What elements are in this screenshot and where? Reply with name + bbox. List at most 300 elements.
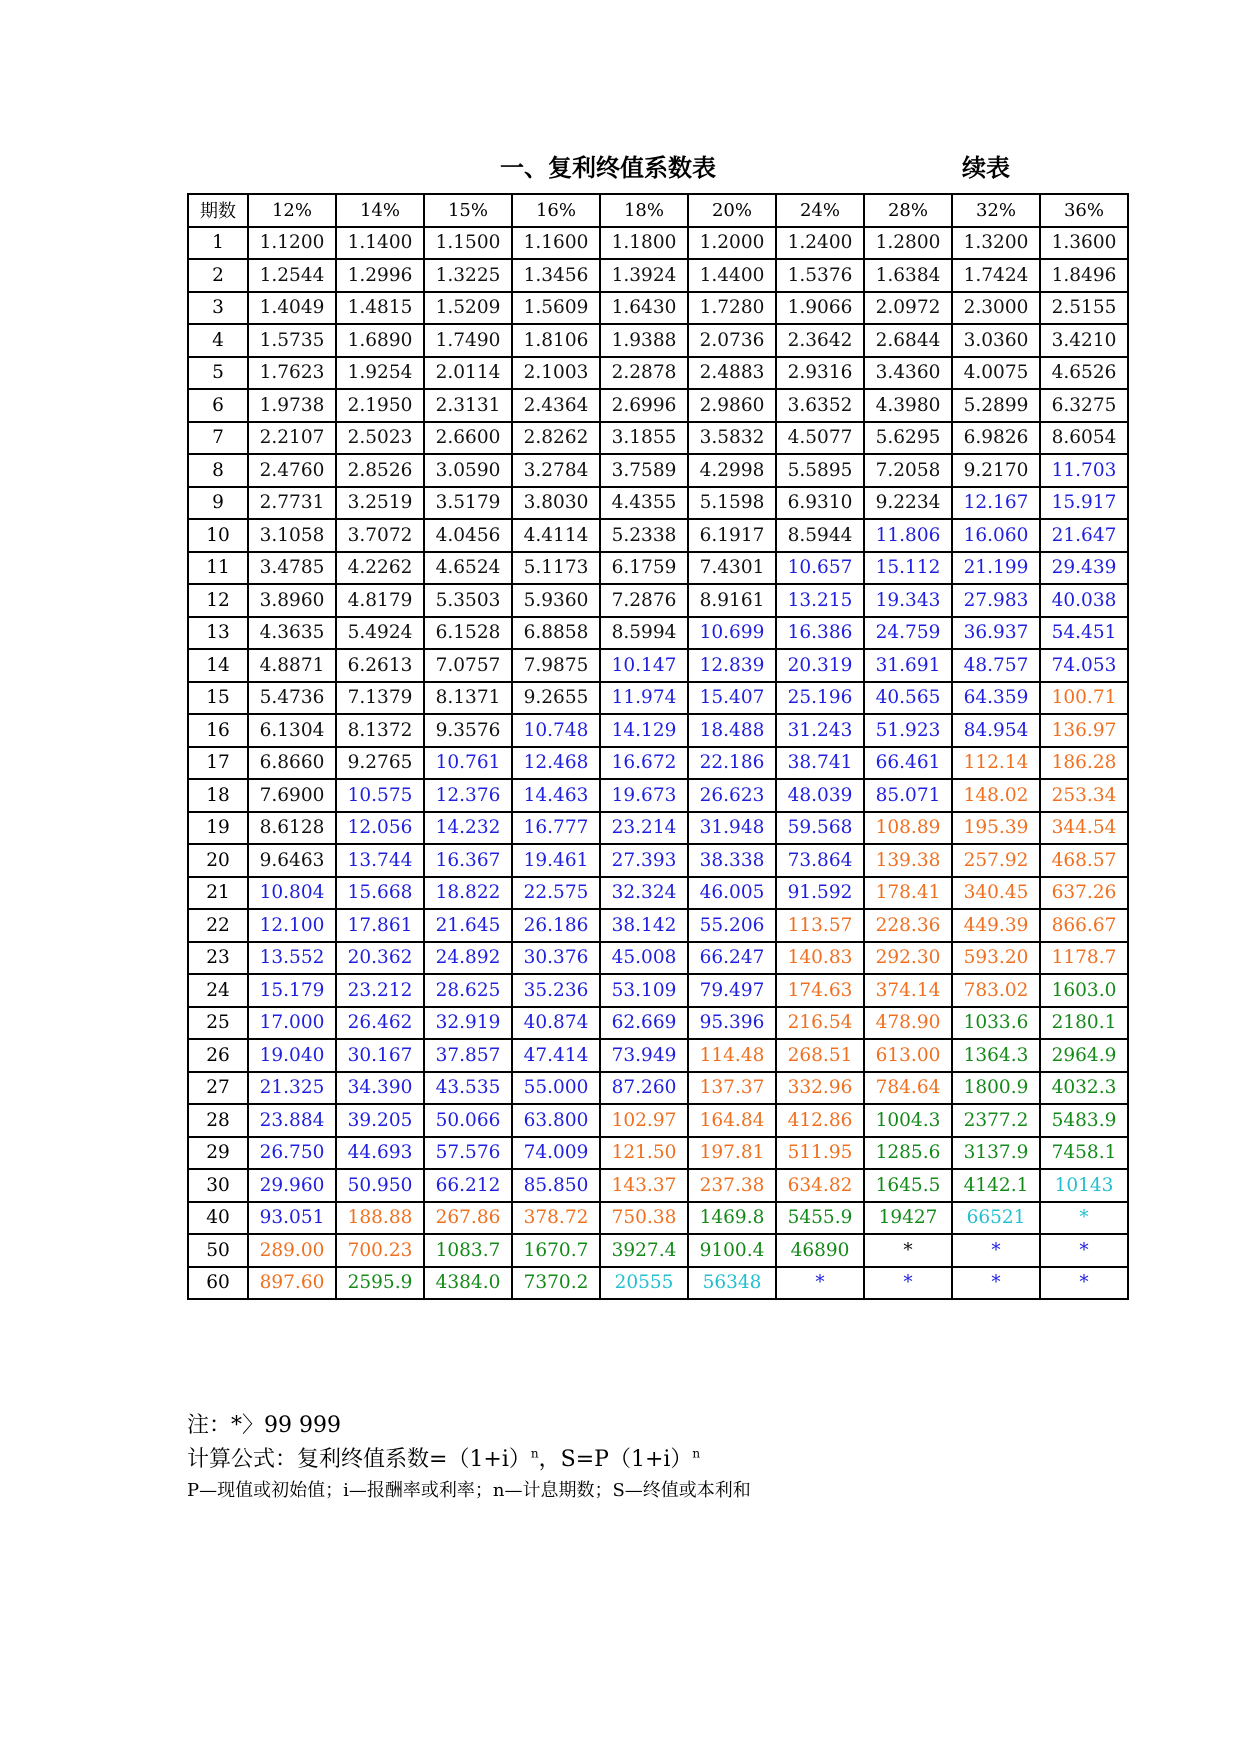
factor-cell: 30.376	[512, 942, 600, 975]
factor-cell: 3.4785	[248, 552, 336, 585]
factor-cell: 3.0360	[952, 324, 1040, 357]
factor-cell: 3.7072	[336, 519, 424, 552]
factor-cell: 8.5994	[600, 617, 688, 650]
factor-cell: *	[952, 1267, 1040, 1300]
factor-cell: 12.056	[336, 812, 424, 845]
factor-cell: 2595.9	[336, 1267, 424, 1300]
factor-cell: 9.2765	[336, 747, 424, 780]
note-legend: P—现值或初始值；i—报酬率或利率；n—计息期数；S—终值或本利和	[187, 1480, 751, 1501]
period-cell: 20	[188, 844, 248, 877]
factor-cell: 84.954	[952, 714, 1040, 747]
period-cell: 11	[188, 552, 248, 585]
factor-cell: 174.63	[776, 974, 864, 1007]
factor-cell: 750.38	[600, 1202, 688, 1235]
factor-cell: 8.1371	[424, 682, 512, 715]
factor-cell: 195.39	[952, 812, 1040, 845]
table-row	[188, 454, 1128, 487]
period-cell: 4	[188, 324, 248, 357]
factor-cell: 137.37	[688, 1072, 776, 1105]
factor-cell: 4.4114	[512, 519, 600, 552]
factor-cell: 1800.9	[952, 1072, 1040, 1105]
factor-cell: 28.625	[424, 974, 512, 1007]
factor-cell: 40.038	[1040, 584, 1128, 617]
factor-cell: 11.703	[1040, 454, 1128, 487]
rate-header: 24%	[776, 194, 864, 227]
table-row	[188, 1137, 1128, 1170]
factor-cell: *	[864, 1234, 952, 1267]
factor-cell: 478.90	[864, 1007, 952, 1040]
factor-cell: 2.3642	[776, 324, 864, 357]
factor-cell: 57.576	[424, 1137, 512, 1170]
rate-header: 36%	[1040, 194, 1128, 227]
factor-cell: 186.28	[1040, 747, 1128, 780]
continued-label: 续表	[962, 154, 1010, 182]
factor-cell: 3.1855	[600, 422, 688, 455]
factor-cell: 1.2000	[688, 227, 776, 260]
factor-cell: 866.67	[1040, 909, 1128, 942]
factor-cell: 31.243	[776, 714, 864, 747]
factor-cell: 12.100	[248, 909, 336, 942]
factor-cell: 4384.0	[424, 1267, 512, 1300]
factor-cell: 85.071	[864, 779, 952, 812]
table-row	[188, 1169, 1128, 1202]
factor-cell: 31.948	[688, 812, 776, 845]
factor-cell: 59.568	[776, 812, 864, 845]
factor-cell: 1004.3	[864, 1104, 952, 1137]
factor-cell: 164.84	[688, 1104, 776, 1137]
factor-cell: 4.6524	[424, 552, 512, 585]
factor-cell: 24.759	[864, 617, 952, 650]
factor-cell: 53.109	[600, 974, 688, 1007]
factor-cell: 267.86	[424, 1202, 512, 1235]
factor-cell: 374.14	[864, 974, 952, 1007]
factor-cell: 2377.2	[952, 1104, 1040, 1137]
rate-header: 28%	[864, 194, 952, 227]
factor-cell: 1.3924	[600, 259, 688, 292]
factor-cell: 9.2655	[512, 682, 600, 715]
factor-cell: 50.950	[336, 1169, 424, 1202]
factor-cell: 11.974	[600, 682, 688, 715]
factor-cell: 18.488	[688, 714, 776, 747]
factor-cell: 511.95	[776, 1137, 864, 1170]
factor-cell: 10143	[1040, 1169, 1128, 1202]
factor-cell: 14.463	[512, 779, 600, 812]
factor-cell: 2.5023	[336, 422, 424, 455]
factor-cell: 19.673	[600, 779, 688, 812]
factor-cell: 4.2262	[336, 552, 424, 585]
factor-cell: 23.884	[248, 1104, 336, 1137]
factor-cell: 10.575	[336, 779, 424, 812]
factor-cell: 8.1372	[336, 714, 424, 747]
table-row	[188, 1202, 1128, 1235]
period-cell: 9	[188, 487, 248, 520]
factor-cell: 24.892	[424, 942, 512, 975]
factor-cell: 1.1200	[248, 227, 336, 260]
table-row	[188, 1267, 1128, 1300]
factor-cell: 27.983	[952, 584, 1040, 617]
factor-cell: 3.5179	[424, 487, 512, 520]
factor-cell: 36.937	[952, 617, 1040, 650]
table-row	[188, 909, 1128, 942]
factor-cell: 20555	[600, 1267, 688, 1300]
factor-cell: 1.5735	[248, 324, 336, 357]
factor-cell: 7.9875	[512, 649, 600, 682]
period-cell: 6	[188, 389, 248, 422]
factor-cell: 216.54	[776, 1007, 864, 1040]
factor-cell: 5.1173	[512, 552, 600, 585]
factor-cell: 13.215	[776, 584, 864, 617]
factor-cell: 7.4301	[688, 552, 776, 585]
factor-cell: 1.8496	[1040, 259, 1128, 292]
factor-cell: 1.1800	[600, 227, 688, 260]
factor-cell: 2.6996	[600, 389, 688, 422]
factor-cell: 3.6352	[776, 389, 864, 422]
factor-cell: 38.338	[688, 844, 776, 877]
factor-cell: 74.053	[1040, 649, 1128, 682]
factor-cell: 13.552	[248, 942, 336, 975]
period-cell: 3	[188, 292, 248, 325]
factor-cell: 16.777	[512, 812, 600, 845]
factor-cell: 5.4736	[248, 682, 336, 715]
factor-cell: 29.439	[1040, 552, 1128, 585]
factor-cell: 140.83	[776, 942, 864, 975]
factor-cell: 1.7490	[424, 324, 512, 357]
factor-cell: 27.393	[600, 844, 688, 877]
factor-cell: 21.647	[1040, 519, 1128, 552]
factor-cell: 1469.8	[688, 1202, 776, 1235]
table-row	[188, 1072, 1128, 1105]
factor-cell: 26.186	[512, 909, 600, 942]
factor-cell: 1178.7	[1040, 942, 1128, 975]
factor-cell: 6.8858	[512, 617, 600, 650]
factor-cell: *	[776, 1267, 864, 1300]
factor-cell: 1.1600	[512, 227, 600, 260]
factor-cell: 43.535	[424, 1072, 512, 1105]
factor-cell: 85.850	[512, 1169, 600, 1202]
factor-cell: 5.1598	[688, 487, 776, 520]
table-row	[188, 844, 1128, 877]
factor-cell: 1.2544	[248, 259, 336, 292]
formula-b: （1+i）	[608, 1447, 693, 1472]
factor-cell: 6.1304	[248, 714, 336, 747]
factor-cell: 29.960	[248, 1169, 336, 1202]
factor-cell: 340.45	[952, 877, 1040, 910]
factor-cell: 7.6900	[248, 779, 336, 812]
factor-cell: 1.5209	[424, 292, 512, 325]
factor-cell: 26.623	[688, 779, 776, 812]
period-cell: 24	[188, 974, 248, 1007]
factor-cell: 3.5832	[688, 422, 776, 455]
period-cell: 19	[188, 812, 248, 845]
factor-cell: 6.9826	[952, 422, 1040, 455]
factor-cell: 100.71	[1040, 682, 1128, 715]
factor-cell: 228.36	[864, 909, 952, 942]
factor-cell: *	[1040, 1234, 1128, 1267]
table-row	[188, 519, 1128, 552]
factor-cell: 1.2996	[336, 259, 424, 292]
factor-cell: 2.1950	[336, 389, 424, 422]
factor-cell: 26.462	[336, 1007, 424, 1040]
factor-cell: 26.750	[248, 1137, 336, 1170]
factor-cell: 6.9310	[776, 487, 864, 520]
period-cell: 60	[188, 1267, 248, 1300]
factor-cell: 15.407	[688, 682, 776, 715]
factor-cell: 1083.7	[424, 1234, 512, 1267]
period-cell: 13	[188, 617, 248, 650]
factor-cell: 44.693	[336, 1137, 424, 1170]
factor-cell: 7.0757	[424, 649, 512, 682]
factor-cell: 2.8526	[336, 454, 424, 487]
factor-cell: 1.7424	[952, 259, 1040, 292]
factor-cell: 7370.2	[512, 1267, 600, 1300]
factor-cell: 178.41	[864, 877, 952, 910]
factor-cell: 197.81	[688, 1137, 776, 1170]
factor-cell: 143.37	[600, 1169, 688, 1202]
factor-cell: 5.2899	[952, 389, 1040, 422]
factor-cell: 5483.9	[1040, 1104, 1128, 1137]
factor-cell: 17.861	[336, 909, 424, 942]
factor-cell: 1.6384	[864, 259, 952, 292]
factor-cell: 2.5155	[1040, 292, 1128, 325]
factor-cell: 35.236	[512, 974, 600, 1007]
factor-cell: 2.1003	[512, 357, 600, 390]
factor-cell: 2.4364	[512, 389, 600, 422]
factor-cell: 6.1759	[600, 552, 688, 585]
factor-cell: 21.645	[424, 909, 512, 942]
factor-cell: 4.8179	[336, 584, 424, 617]
factor-cell: 5.2338	[600, 519, 688, 552]
period-cell: 1	[188, 227, 248, 260]
factor-cell: 62.669	[600, 1007, 688, 1040]
factor-cell: 1.9738	[248, 389, 336, 422]
factor-cell: 66.212	[424, 1169, 512, 1202]
factor-cell: 21.199	[952, 552, 1040, 585]
factor-cell: 4.3980	[864, 389, 952, 422]
table-row	[188, 422, 1128, 455]
factor-cell: 2964.9	[1040, 1039, 1128, 1072]
factor-cell: 1.4400	[688, 259, 776, 292]
factor-cell: 2.0114	[424, 357, 512, 390]
table-row	[188, 942, 1128, 975]
table-row	[188, 714, 1128, 747]
period-cell: 10	[188, 519, 248, 552]
factor-cell: 3.8960	[248, 584, 336, 617]
factor-cell: 1.9254	[336, 357, 424, 390]
factor-cell: 2.3000	[952, 292, 1040, 325]
factor-cell: 3927.4	[600, 1234, 688, 1267]
factor-cell: 700.23	[336, 1234, 424, 1267]
factor-cell: 1364.3	[952, 1039, 1040, 1072]
period-cell: 8	[188, 454, 248, 487]
factor-cell: 9.2234	[864, 487, 952, 520]
factor-cell: 113.57	[776, 909, 864, 942]
table-row	[188, 584, 1128, 617]
factor-cell: 18.822	[424, 877, 512, 910]
factor-cell: 4.6526	[1040, 357, 1128, 390]
factor-cell: 257.92	[952, 844, 1040, 877]
factor-cell: 95.396	[688, 1007, 776, 1040]
factor-cell: 66521	[952, 1202, 1040, 1235]
factor-cell: 1.4815	[336, 292, 424, 325]
factor-cell: 4032.3	[1040, 1072, 1128, 1105]
factor-cell: 4.0456	[424, 519, 512, 552]
notes	[187, 1408, 751, 1506]
period-cell: 25	[188, 1007, 248, 1040]
factor-cell: 21.325	[248, 1072, 336, 1105]
factor-cell: 136.97	[1040, 714, 1128, 747]
factor-cell: 2.9860	[688, 389, 776, 422]
table-row	[188, 259, 1128, 292]
factor-cell: 1.3200	[952, 227, 1040, 260]
factor-cell: 1.9066	[776, 292, 864, 325]
factor-cell: 63.800	[512, 1104, 600, 1137]
factor-cell: 344.54	[1040, 812, 1128, 845]
factor-cell: 79.497	[688, 974, 776, 1007]
factor-cell: 1.2800	[864, 227, 952, 260]
factor-cell: 468.57	[1040, 844, 1128, 877]
factor-cell: 6.3275	[1040, 389, 1128, 422]
factor-cell: 7458.1	[1040, 1137, 1128, 1170]
factor-cell: 2.7731	[248, 487, 336, 520]
factor-cell: 73.949	[600, 1039, 688, 1072]
factor-cell: 2.2107	[248, 422, 336, 455]
period-cell: 26	[188, 1039, 248, 1072]
factor-cell: 2.3131	[424, 389, 512, 422]
factor-cell: 13.744	[336, 844, 424, 877]
factor-cell: 1.8106	[512, 324, 600, 357]
factor-cell: 37.857	[424, 1039, 512, 1072]
factor-cell: 3.8030	[512, 487, 600, 520]
factor-cell: 783.02	[952, 974, 1040, 1007]
period-cell: 12	[188, 584, 248, 617]
factor-cell: 12.167	[952, 487, 1040, 520]
factor-cell: 253.34	[1040, 779, 1128, 812]
factor-cell: *	[952, 1234, 1040, 1267]
factor-cell: *	[864, 1267, 952, 1300]
factor-cell: 12.839	[688, 649, 776, 682]
factor-cell: 48.757	[952, 649, 1040, 682]
factor-cell: 3.4360	[864, 357, 952, 390]
period-cell: 17	[188, 747, 248, 780]
table-row	[188, 877, 1128, 910]
factor-cell: 19.461	[512, 844, 600, 877]
factor-cell: 87.260	[600, 1072, 688, 1105]
rate-header: 12%	[248, 194, 336, 227]
factor-cell: 784.64	[864, 1072, 952, 1105]
factor-cell: 613.00	[864, 1039, 952, 1072]
factor-cell: 10.748	[512, 714, 600, 747]
factor-cell: 91.592	[776, 877, 864, 910]
factor-cell: 51.923	[864, 714, 952, 747]
factor-cell: 48.039	[776, 779, 864, 812]
factor-cell: 15.179	[248, 974, 336, 1007]
factor-cell: 5.9360	[512, 584, 600, 617]
table-row	[188, 324, 1128, 357]
factor-cell: 1.1400	[336, 227, 424, 260]
factor-cell: 12.376	[424, 779, 512, 812]
factor-cell: 1.5609	[512, 292, 600, 325]
factor-cell: 9.3576	[424, 714, 512, 747]
factor-cell: 108.89	[864, 812, 952, 845]
factor-cell: 268.51	[776, 1039, 864, 1072]
factor-cell: 14.232	[424, 812, 512, 845]
period-cell: 5	[188, 357, 248, 390]
factor-cell: 378.72	[512, 1202, 600, 1235]
factor-cell: 292.30	[864, 942, 952, 975]
factor-cell: 139.38	[864, 844, 952, 877]
factor-cell: 1.3600	[1040, 227, 1128, 260]
factor-cell: 30.167	[336, 1039, 424, 1072]
factor-cell: 15.668	[336, 877, 424, 910]
factor-cell: 6.2613	[336, 649, 424, 682]
period-cell: 14	[188, 649, 248, 682]
factor-cell: 34.390	[336, 1072, 424, 1105]
table-row	[188, 357, 1128, 390]
factor-cell: 19427	[864, 1202, 952, 1235]
formula-exp-b: n	[692, 1446, 701, 1461]
factor-cell: 121.50	[600, 1137, 688, 1170]
factor-cell: 449.39	[952, 909, 1040, 942]
factor-cell: 8.6128	[248, 812, 336, 845]
table-header-row	[188, 194, 1128, 227]
factor-cell: 5455.9	[776, 1202, 864, 1235]
factor-cell: 4.3635	[248, 617, 336, 650]
factor-cell: 3.1058	[248, 519, 336, 552]
note-threshold: 注：*〉99 999	[187, 1413, 341, 1438]
factor-cell: 8.6054	[1040, 422, 1128, 455]
table-row	[188, 487, 1128, 520]
factor-cell: 11.806	[864, 519, 952, 552]
factor-cell: 1.5376	[776, 259, 864, 292]
factor-cell: 112.14	[952, 747, 1040, 780]
period-cell: 21	[188, 877, 248, 910]
factor-cell: 2.4760	[248, 454, 336, 487]
factor-cell: 19.343	[864, 584, 952, 617]
factor-cell: 1.2400	[776, 227, 864, 260]
factor-cell: 1.6430	[600, 292, 688, 325]
factor-cell: 897.60	[248, 1267, 336, 1300]
formula-exp-a: n	[530, 1446, 539, 1461]
rate-header: 32%	[952, 194, 1040, 227]
factor-cell: 7.2058	[864, 454, 952, 487]
factor-cell: 10.147	[600, 649, 688, 682]
factor-cell: 148.02	[952, 779, 1040, 812]
factor-cell: 16.367	[424, 844, 512, 877]
factor-cell: 1.9388	[600, 324, 688, 357]
factor-cell: 8.5944	[776, 519, 864, 552]
table-row	[188, 389, 1128, 422]
table-row	[188, 974, 1128, 1007]
factor-cell: 1.7623	[248, 357, 336, 390]
factor-cell: 45.008	[600, 942, 688, 975]
factor-cell: 4142.1	[952, 1169, 1040, 1202]
factor-cell: 1.3456	[512, 259, 600, 292]
rate-header: 18%	[600, 194, 688, 227]
factor-cell: 74.009	[512, 1137, 600, 1170]
factor-cell: 289.00	[248, 1234, 336, 1267]
table-row	[188, 1234, 1128, 1267]
period-cell: 2	[188, 259, 248, 292]
factor-cell: 2180.1	[1040, 1007, 1128, 1040]
factor-cell: 16.386	[776, 617, 864, 650]
factor-cell: 10.699	[688, 617, 776, 650]
factor-cell: 4.8871	[248, 649, 336, 682]
period-cell: 7	[188, 422, 248, 455]
factor-cell: 5.6295	[864, 422, 952, 455]
period-header: 期数	[188, 194, 248, 227]
factor-cell: 31.691	[864, 649, 952, 682]
factor-cell: 1.3225	[424, 259, 512, 292]
